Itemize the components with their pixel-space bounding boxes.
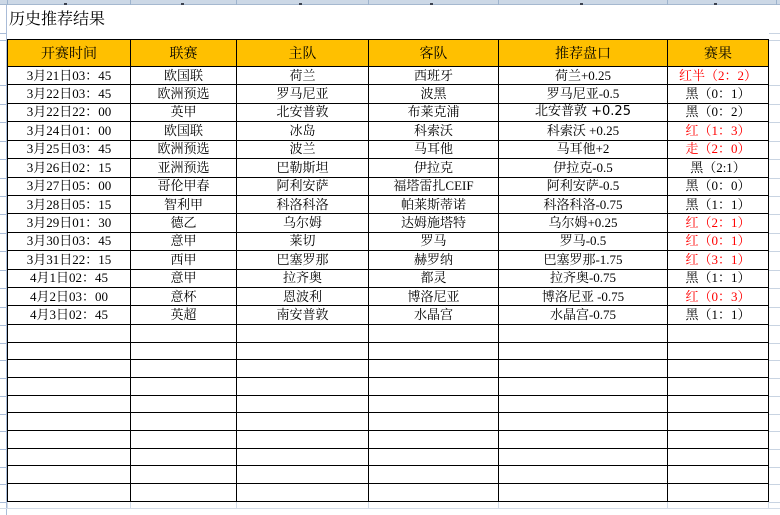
- empty-cell[interactable]: [668, 395, 769, 413]
- gridline-stub: [368, 502, 369, 508]
- gridline-tick: [769, 414, 780, 415]
- cell-handicap[interactable]: 拉齐奥-0.75: [499, 269, 668, 287]
- empty-cell[interactable]: [369, 377, 499, 395]
- cell-away[interactable]: 福塔雷扎CEIF: [369, 177, 499, 195]
- gridline-tick: [0, 122, 6, 123]
- gridline-tick: [0, 251, 6, 252]
- cell-home[interactable]: 南安普敦: [237, 306, 369, 324]
- empty-cell[interactable]: [237, 484, 369, 502]
- gridline-tick: [769, 449, 780, 450]
- cell-away[interactable]: 西班牙: [369, 67, 499, 85]
- cell-league[interactable]: 欧洲预选: [131, 85, 237, 103]
- cell-away[interactable]: 博洛尼亚: [369, 288, 499, 306]
- cell-time[interactable]: 3月22日03：45: [8, 85, 131, 103]
- gridline-tick: [0, 288, 6, 289]
- empty-cell[interactable]: [499, 431, 668, 449]
- empty-cell[interactable]: [8, 324, 131, 342]
- cell-result[interactable]: 黑（2:1）: [668, 159, 769, 177]
- cell-handicap[interactable]: 荷兰+0.25: [499, 67, 668, 85]
- gridline-tick: [0, 325, 6, 326]
- gridline-stub: [667, 502, 668, 508]
- cell-time[interactable]: 3月27日05：00: [8, 177, 131, 195]
- gridline-tick: [0, 502, 6, 503]
- gridline-tick: [0, 178, 6, 179]
- column-separator: [368, 0, 369, 5]
- table-row: [8, 140, 769, 158]
- cell-away[interactable]: 水晶宫: [369, 306, 499, 324]
- cell-league[interactable]: 意杯: [131, 288, 237, 306]
- column-separator: [7, 0, 8, 5]
- cell-handicap[interactable]: 博洛尼亚 -0.75: [499, 288, 668, 306]
- cell-result[interactable]: 红（2：1）: [668, 214, 769, 232]
- empty-cell[interactable]: [131, 395, 237, 413]
- table-row: [8, 103, 769, 121]
- gridline-tick: [769, 159, 780, 160]
- gridline-tick: [0, 343, 6, 344]
- gridline-tick: [769, 40, 780, 41]
- gridline-tick: [0, 233, 6, 234]
- cell-home[interactable]: 科洛科洛: [237, 195, 369, 213]
- cell-handicap[interactable]: 阿利安萨-0.5: [499, 177, 668, 195]
- cell-result[interactable]: 红（1：3）: [668, 122, 769, 140]
- gridline-tick: [0, 196, 6, 197]
- gridline-tick: [769, 104, 780, 105]
- gridline-tick: [0, 214, 6, 215]
- gridline-tick: [769, 467, 780, 468]
- column-letter-mark: [430, 3, 433, 5]
- empty-row: [8, 484, 769, 502]
- column-separator: [776, 0, 777, 5]
- column-letter-mark: [580, 3, 583, 5]
- cell-home[interactable]: 恩波利: [237, 288, 369, 306]
- empty-cell[interactable]: [237, 466, 369, 484]
- cell-home[interactable]: 乌尔姆: [237, 214, 369, 232]
- empty-cell[interactable]: [131, 448, 237, 466]
- cell-time[interactable]: 4月2日03：00: [8, 288, 131, 306]
- empty-cell[interactable]: [369, 484, 499, 502]
- empty-cell[interactable]: [668, 431, 769, 449]
- gridline-tick: [769, 360, 780, 361]
- gridline-tick: [769, 141, 780, 142]
- empty-row: [8, 377, 769, 395]
- cell-time[interactable]: 4月3日02：45: [8, 306, 131, 324]
- gridline-tick: [0, 159, 6, 160]
- gridline-tick: [769, 122, 780, 123]
- empty-cell[interactable]: [8, 413, 131, 431]
- cell-result[interactable]: 黑（1：1）: [668, 195, 769, 213]
- column-header-time[interactable]: 开赛时间: [8, 40, 131, 67]
- empty-row: [8, 324, 769, 342]
- gridline-tick: [769, 178, 780, 179]
- gridline-tick: [0, 467, 6, 468]
- cell-result[interactable]: 红（3：1）: [668, 251, 769, 269]
- empty-cell[interactable]: [499, 466, 668, 484]
- cell-handicap[interactable]: 科索沃 +0.25: [499, 122, 668, 140]
- empty-cell[interactable]: [668, 360, 769, 378]
- cell-away[interactable]: 帕莱斯蒂诺: [369, 195, 499, 213]
- empty-cell[interactable]: [499, 395, 668, 413]
- cell-time[interactable]: 3月22日22：00: [8, 103, 131, 121]
- column-letter-mark: [64, 3, 67, 5]
- empty-row: [8, 395, 769, 413]
- cell-time[interactable]: 3月21日03：45: [8, 67, 131, 85]
- cell-handicap[interactable]: 伊拉克-0.5: [499, 159, 668, 177]
- gridline-tick: [0, 270, 6, 271]
- column-header-result[interactable]: 赛果: [668, 40, 769, 67]
- gridline-tick: [769, 270, 780, 271]
- cell-home[interactable]: 巴勒斯坦: [237, 159, 369, 177]
- gridline-tick: [0, 396, 6, 397]
- cell-result[interactable]: 黑（1：1）: [668, 306, 769, 324]
- empty-cell[interactable]: [8, 377, 131, 395]
- empty-cell[interactable]: [131, 431, 237, 449]
- cell-time[interactable]: 3月30日03：45: [8, 232, 131, 250]
- gridline: [0, 508, 780, 509]
- cell-home[interactable]: 波兰: [237, 140, 369, 158]
- cell-home[interactable]: 荷兰: [237, 67, 369, 85]
- cell-handicap[interactable]: 罗马尼亚-0.5: [499, 85, 668, 103]
- empty-cell[interactable]: [8, 484, 131, 502]
- empty-cell[interactable]: [131, 360, 237, 378]
- page-title: 历史推荐结果: [9, 11, 106, 28]
- cell-league[interactable]: 欧国联: [131, 122, 237, 140]
- table-row: [8, 122, 769, 140]
- empty-cell[interactable]: [369, 324, 499, 342]
- gridline-tick: [0, 449, 6, 450]
- column-header-league[interactable]: 联赛: [131, 40, 237, 67]
- cell-result[interactable]: 黑（0：1）: [668, 85, 769, 103]
- gridline-tick: [0, 414, 6, 415]
- cell-time[interactable]: 3月28日05：15: [8, 195, 131, 213]
- empty-cell[interactable]: [499, 377, 668, 395]
- empty-cell[interactable]: [237, 342, 369, 360]
- gridline-tick: [769, 502, 780, 503]
- cell-time[interactable]: 3月31日22：15: [8, 251, 131, 269]
- empty-row: [8, 413, 769, 431]
- empty-cell[interactable]: [668, 324, 769, 342]
- table-row: [8, 214, 769, 232]
- gridline-tick: [769, 214, 780, 215]
- cell-away[interactable]: 都灵: [369, 269, 499, 287]
- cell-away[interactable]: 达姆施塔特: [369, 214, 499, 232]
- gridline-tick: [0, 141, 6, 142]
- column-separator: [667, 0, 668, 5]
- cell-result[interactable]: 黑（1：1）: [668, 269, 769, 287]
- gridline-stub: [768, 502, 769, 508]
- cell-result[interactable]: 黑（0：2）: [668, 103, 769, 121]
- cell-league[interactable]: 亚洲预选: [131, 159, 237, 177]
- cell-away[interactable]: 赫罗纳: [369, 251, 499, 269]
- table-row: [8, 288, 769, 306]
- empty-row: [8, 448, 769, 466]
- cell-time[interactable]: 3月24日01：00: [8, 122, 131, 140]
- column-letter-mark: [299, 3, 302, 5]
- cell-league[interactable]: 哥伦甲春: [131, 177, 237, 195]
- column-header-handicap[interactable]: 推荐盘口: [499, 40, 668, 67]
- empty-cell[interactable]: [8, 342, 131, 360]
- cell-league[interactable]: 智利甲: [131, 195, 237, 213]
- empty-cell[interactable]: [499, 448, 668, 466]
- gridline-tick: [769, 288, 780, 289]
- cell-league[interactable]: 欧洲预选: [131, 140, 237, 158]
- cell-handicap[interactable]: 科洛科洛-0.75: [499, 195, 668, 213]
- empty-cell[interactable]: [131, 413, 237, 431]
- empty-cell[interactable]: [499, 413, 668, 431]
- cell-result[interactable]: 红（0：3）: [668, 288, 769, 306]
- gridline-tick: [0, 85, 6, 86]
- cell-away[interactable]: 马耳他: [369, 140, 499, 158]
- empty-cell[interactable]: [369, 431, 499, 449]
- gridline-tick: [769, 378, 780, 379]
- column-letter-mark: [714, 3, 717, 5]
- cell-league[interactable]: 意甲: [131, 232, 237, 250]
- column-separator: [498, 0, 499, 5]
- table-row: [8, 85, 769, 103]
- empty-cell[interactable]: [8, 431, 131, 449]
- gridline-tick: [0, 40, 6, 41]
- table-row: [8, 251, 769, 269]
- cell-away[interactable]: 伊拉克: [369, 159, 499, 177]
- empty-cell[interactable]: [131, 342, 237, 360]
- table-row: [8, 232, 769, 250]
- gridline-stub: [130, 502, 131, 508]
- cell-handicap[interactable]: 巴塞罗那-1.75: [499, 251, 668, 269]
- empty-row: [8, 342, 769, 360]
- empty-cell[interactable]: [237, 377, 369, 395]
- empty-cell[interactable]: [369, 466, 499, 484]
- empty-cell[interactable]: [237, 448, 369, 466]
- column-letter-mark: [181, 3, 184, 5]
- gridline-tick: [769, 307, 780, 308]
- empty-cell[interactable]: [499, 484, 668, 502]
- gridline-tick: [769, 251, 780, 252]
- column-separator: [130, 0, 131, 5]
- table-row: [8, 67, 769, 85]
- cell-away[interactable]: 波黑: [369, 85, 499, 103]
- results-table: [7, 39, 769, 502]
- gridline-tick: [0, 360, 6, 361]
- column-separator: [236, 0, 237, 5]
- gridline-stub: [7, 502, 8, 508]
- cell-league[interactable]: 德乙: [131, 214, 237, 232]
- empty-cell[interactable]: [131, 484, 237, 502]
- empty-cell[interactable]: [499, 324, 668, 342]
- empty-cell[interactable]: [668, 484, 769, 502]
- empty-cell[interactable]: [668, 377, 769, 395]
- cell-result[interactable]: 红半（2：2）: [668, 67, 769, 85]
- empty-cell[interactable]: [668, 413, 769, 431]
- gridline-tick: [769, 85, 780, 86]
- empty-cell[interactable]: [131, 466, 237, 484]
- cell-time[interactable]: 3月26日02：15: [8, 159, 131, 177]
- empty-cell[interactable]: [8, 466, 131, 484]
- gridline-tick: [769, 396, 780, 397]
- empty-cell[interactable]: [499, 360, 668, 378]
- gridline-tick: [0, 33, 6, 34]
- cell-home[interactable]: 巴塞罗那: [237, 251, 369, 269]
- header-row: [8, 40, 769, 67]
- cell-handicap[interactable]: 马耳他+2: [499, 140, 668, 158]
- table-row: [8, 177, 769, 195]
- gridline-tick: [769, 196, 780, 197]
- cell-league[interactable]: 西甲: [131, 251, 237, 269]
- gridline-tick: [769, 325, 780, 326]
- cell-time[interactable]: 3月25日03：45: [8, 140, 131, 158]
- empty-row: [8, 466, 769, 484]
- empty-cell[interactable]: [237, 324, 369, 342]
- gridline-tick: [769, 33, 780, 34]
- cell-handicap[interactable]: 乌尔姆+0.25: [499, 214, 668, 232]
- gridline-tick: [0, 378, 6, 379]
- empty-row: [8, 360, 769, 378]
- cell-home[interactable]: 冰岛: [237, 122, 369, 140]
- empty-cell[interactable]: [237, 395, 369, 413]
- empty-cell[interactable]: [369, 395, 499, 413]
- cell-result[interactable]: 走（2：0）: [668, 140, 769, 158]
- gridline-stub: [236, 502, 237, 508]
- cell-away[interactable]: 科索沃: [369, 122, 499, 140]
- cell-away[interactable]: 布莱克浦: [369, 103, 499, 121]
- gridline-tick: [769, 484, 780, 485]
- table-row: [8, 306, 769, 324]
- empty-cell[interactable]: [668, 342, 769, 360]
- cell-handicap[interactable]: 水晶宫-0.75: [499, 306, 668, 324]
- empty-cell[interactable]: [369, 413, 499, 431]
- empty-cell[interactable]: [237, 431, 369, 449]
- column-header-home[interactable]: 主队: [237, 40, 369, 67]
- empty-cell[interactable]: [8, 360, 131, 378]
- empty-cell[interactable]: [369, 342, 499, 360]
- gridline-tick: [0, 104, 6, 105]
- gridline-stub: [498, 502, 499, 508]
- cell-league[interactable]: 欧国联: [131, 67, 237, 85]
- table-row: [8, 159, 769, 177]
- empty-cell[interactable]: [8, 448, 131, 466]
- cell-time[interactable]: 3月29日01：30: [8, 214, 131, 232]
- gridline-tick: [0, 307, 6, 308]
- cell-league[interactable]: 意甲: [131, 269, 237, 287]
- column-letters-strip: [0, 0, 780, 5]
- empty-cell[interactable]: [369, 448, 499, 466]
- empty-cell[interactable]: [8, 395, 131, 413]
- cell-home[interactable]: 北安普敦: [237, 103, 369, 121]
- empty-row: [8, 431, 769, 449]
- cell-league[interactable]: 英超: [131, 306, 237, 324]
- table-row: [8, 195, 769, 213]
- empty-cell[interactable]: [131, 377, 237, 395]
- cell-time[interactable]: 4月1日02：45: [8, 269, 131, 287]
- cell-result[interactable]: 红（0：1）: [668, 232, 769, 250]
- table-row: [8, 269, 769, 287]
- cell-home[interactable]: 拉齐奥: [237, 269, 369, 287]
- gridline-tick: [769, 343, 780, 344]
- empty-cell[interactable]: [499, 342, 668, 360]
- empty-cell[interactable]: [668, 448, 769, 466]
- cell-handicap[interactable]: 罗马-0.5: [499, 232, 668, 250]
- empty-cell[interactable]: [237, 360, 369, 378]
- gridline-tick: [0, 431, 6, 432]
- gridline-tick: [769, 233, 780, 234]
- cell-home[interactable]: 罗马尼亚: [237, 85, 369, 103]
- cell-away[interactable]: 罗马: [369, 232, 499, 250]
- cell-league[interactable]: 英甲: [131, 103, 237, 121]
- column-header-away[interactable]: 客队: [369, 40, 499, 67]
- empty-cell[interactable]: [369, 360, 499, 378]
- empty-cell[interactable]: [237, 413, 369, 431]
- cell-result[interactable]: 黑（0：0）: [668, 177, 769, 195]
- empty-cell[interactable]: [668, 466, 769, 484]
- cell-home[interactable]: 莱切: [237, 232, 369, 250]
- gridline-tick: [769, 431, 780, 432]
- gridline-tick: [0, 484, 6, 485]
- empty-cell[interactable]: [131, 324, 237, 342]
- cell-home[interactable]: 阿利安萨: [237, 177, 369, 195]
- cell-handicap[interactable]: 北安普敦 +0.25: [499, 103, 668, 121]
